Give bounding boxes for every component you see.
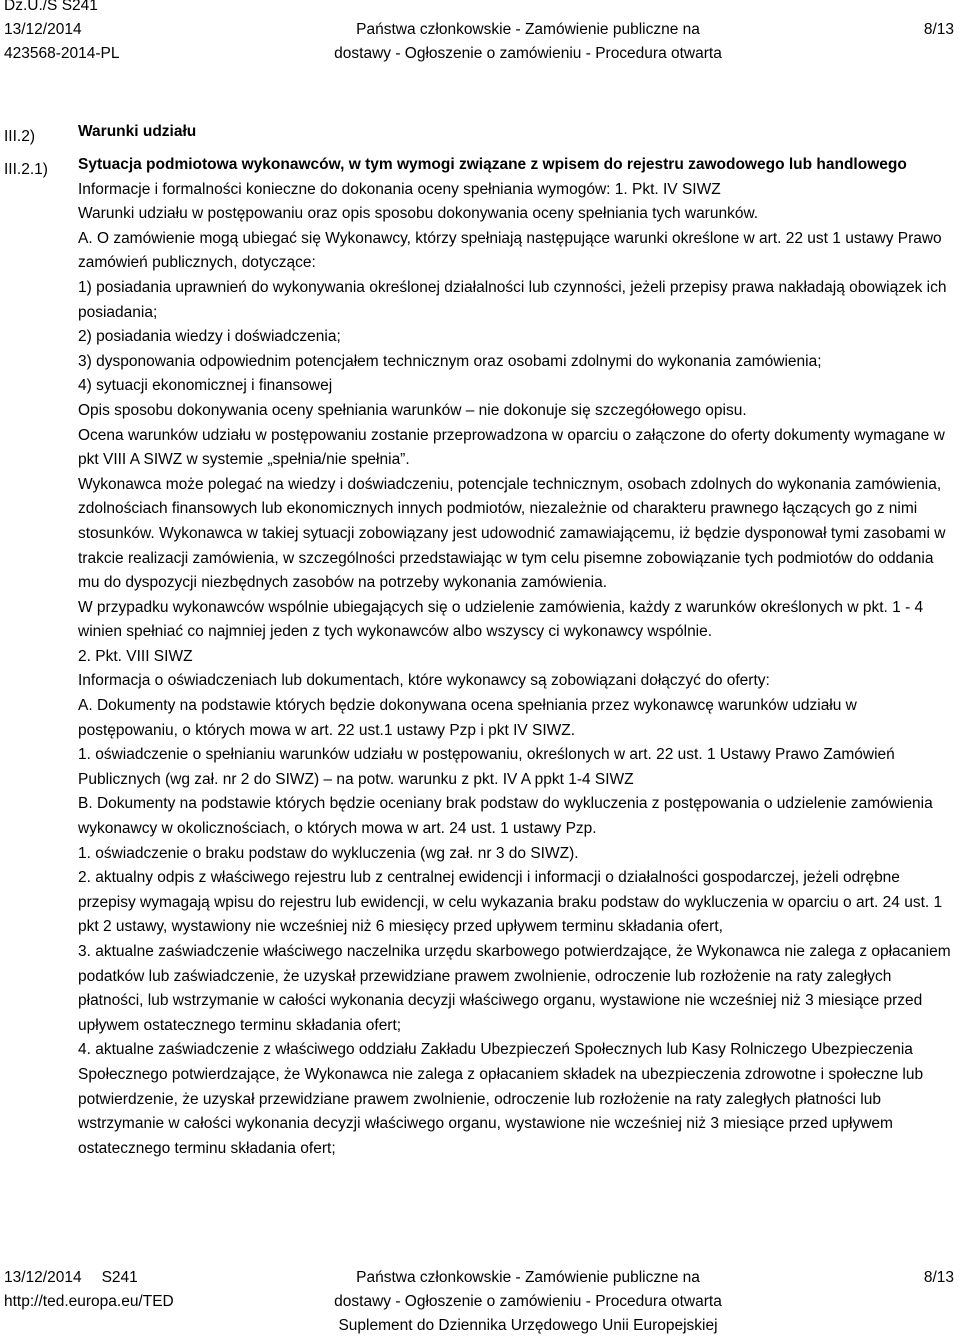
footer-date: 13/12/2014 (4, 1269, 82, 1286)
paragraph: Opis sposobu dokonywania oceny spełniania warunków – nie dokonuje się szczegółowego opisu. (78, 401, 747, 419)
paragraph: 4) sytuacji ekonomicznej i finansowej (78, 377, 333, 395)
header-title (308, 18, 748, 66)
header-page-number: 8/13 (923, 21, 954, 38)
section-number-sub: III.2.1) (4, 161, 48, 178)
page-footer (0, 1262, 960, 1334)
paragraph: B. Dokumenty na podstawie których będzie oceniany brak podstaw do wykluczenia z postępowania o udzielenie zamówienia wykonawcy w okolicznościach, o których mowa w art. 24 ust. 1 ustawy Pzp. (78, 795, 933, 838)
footer-date-issue (4, 1266, 174, 1290)
section-number-main: III.2) (4, 128, 36, 145)
paragraph: Wykonawca może polegać na wiedzy i doświadczeniu, potencjale technicznym, osobach zdolnych do wykonania zamówienia, zdolnościach finansowych lub ekonomicznych innych podmiotów, niezależnie od charakteru prawnego łączących go z nimi stosunków. Wykonawca w takiej sytuacji zobowiązany jest udowodnić zamawiającemu, iż będzie dysponował tymi zasobami w trakcie realizacji zamówienia, w szczególności przedstawiając w tym celu pisemne zobowiązanie tych podmiotów do oddania mu do dyspozycji niezbędnych zasobów na potrzeby wykonania zamówienia. (78, 475, 946, 592)
paragraph: Warunki udziału w postępowaniu oraz opis sposobu dokonywania oceny spełniania tych warunków. (78, 205, 759, 223)
paragraph: 4. aktualne zaświadczenie z właściwego oddziału Zakładu Ubezpieczeń Społecznych lub Kasy Rolniczego Ubezpieczenia Społecznego potwierdzające, że Wykonawca nie zalega z opłacaniem składek na ubezpieczenia zdrowotne i społeczne lub potwierdzenie, że uzyskał przewidziane prawem zwolnienie, odroczenie lub rozłożenie na raty zaległych płatności lub wstrzymanie w całości wykonania decyzji właściwego organu, wystawione nie wcześniej niż 3 miesiące przed upływem ostatecznego terminu składania ofert; (78, 1041, 924, 1157)
paragraph: 3. aktualne zaświadczenie właściwego naczelnika urzędu skarbowego potwierdzające, że Wykonawca nie zalega z opłacaniem podatków lub zaświadczenie, że uzyskał przewidziane prawem zwolnienie, odroczenie lub rozłożenie na raty zaległych płatności, lub wstrzymanie w całości wykonania decyzji właściwego organu, wystawione nie wcześniej niż 3 miesiące przed upływem ostatecznego terminu składania ofert; (78, 943, 951, 1034)
section-subtitle: Sytuacja podmiotowa wykonawców, w tym wymogi związane z wpisem do rejestru zawodowego lub handlowego (78, 156, 907, 173)
footer-page-number: 8/13 (923, 1269, 954, 1286)
paragraph: Informacja o oświadczeniach lub dokumentach, które wykonawcy są zobowiązani dołączyć do oferty: (78, 672, 770, 690)
footer-title-line1: Państwa członkowskie - Zamówienie publiczne na (356, 1269, 700, 1286)
paragraph: Ocena warunków udziału w postępowaniu zostanie przeprowadzona w oparciu o załączone do oferty dokumenty wymagane w pkt VIII A SIWZ w systemie „spełnia/nie spełnia”. (78, 426, 945, 469)
paragraph: 2. Pkt. VIII SIWZ (78, 647, 193, 665)
paragraph: Informacje i formalności konieczne do dokonania oceny spełniania wymogów: 1. Pkt. IV SIWZ (78, 180, 721, 198)
paragraph: A. Dokumenty na podstawie których będzie dokonywana ocena spełniania przez wykonawcę warunków udziału w postępowaniu, o których mowa w art. 22 ust.1 ustawy Pzp i pkt IV SIWZ. (78, 697, 857, 739)
section-content (78, 120, 958, 1161)
footer-site-link[interactable]: http://ted.europa.eu/TED (4, 1293, 174, 1310)
section-title: Warunki udziału (78, 123, 197, 140)
paragraph: 2) posiadania wiedzy i doświadczenia; (78, 328, 341, 346)
notice-id: 423568-2014-PL (4, 45, 120, 62)
paragraph: W przypadku wykonawców wspólnie ubiegających się o udzielenie zamówienia, każdy z warunków określonych w pkt. 1 - 4 winien spełniać co najmniej jeden z tych wykonawców albo wszyscy ci wykonawcy wspólnie. (78, 598, 924, 641)
paragraph: 3) dysponowania odpowiednim potencjałem technicznym oraz osobami zdolnymi do wykonania zamówienia; (78, 352, 822, 370)
footer-issue: S241 (101, 1269, 138, 1286)
header-meta (4, 0, 120, 66)
paragraph-list (78, 178, 958, 1162)
footer-title-line3: Suplement do Dziennika Urzędowego Unii Europejskiej (338, 1317, 718, 1334)
paragraph: 2. aktualny odpis z właściwego rejestru lub z centralnej ewidencji i informacji o działalności gospodarczej, jeżeli odrębne przepisy wymagają wpisu do rejestru lub ewidencji, w celu wykazania braku podstaw do wykluczenia w oparciu o art. 24 ust. 1 pkt 2 ustawy, wystawiony nie wcześniej niż 6 miesięcy przed upływem terminu składania ofert, (78, 869, 943, 936)
page-header (0, 0, 960, 72)
header-title-line2: dostawy - Ogłoszenie o zamówieniu - Procedura otwarta (334, 45, 722, 62)
journal-ref: Dz.U./S S241 (4, 0, 98, 14)
header-title-line1: Państwa członkowskie - Zamówienie publiczne na (356, 21, 700, 38)
footer-meta (4, 1266, 174, 1314)
footer-title-line2: dostawy - Ogłoszenie o zamówieniu - Procedura otwarta (334, 1293, 722, 1310)
paragraph: 1. oświadczenie o braku podstaw do wykluczenia (wg zał. nr 3 do SIWZ). (78, 844, 579, 862)
paragraph: 1. oświadczenie o spełnianiu warunków udziału w postępowaniu, określonych w art. 22 ust. 1 Ustawy Prawo Zamówień Publicznych (wg zał. nr 2 do SIWZ) – na potw. warunku z pkt. IV A ppkt 1-4 SIWZ (78, 746, 895, 788)
header-date: 13/12/2014 (4, 21, 82, 38)
footer-title (308, 1266, 748, 1338)
paragraph: 1) posiadania uprawnień do wykonywania określonej działalności lub czynności, jeżeli przepisy prawa nakładają obowiązek ich posiadania; (78, 278, 947, 321)
paragraph: A. O zamówienie mogą ubiegać się Wykonawcy, którzy spełniają następujące warunki określone w art. 22 ust 1 ustawy Prawo zamówień publicznych, dotyczące: (78, 229, 942, 272)
section-numbers (4, 120, 48, 186)
